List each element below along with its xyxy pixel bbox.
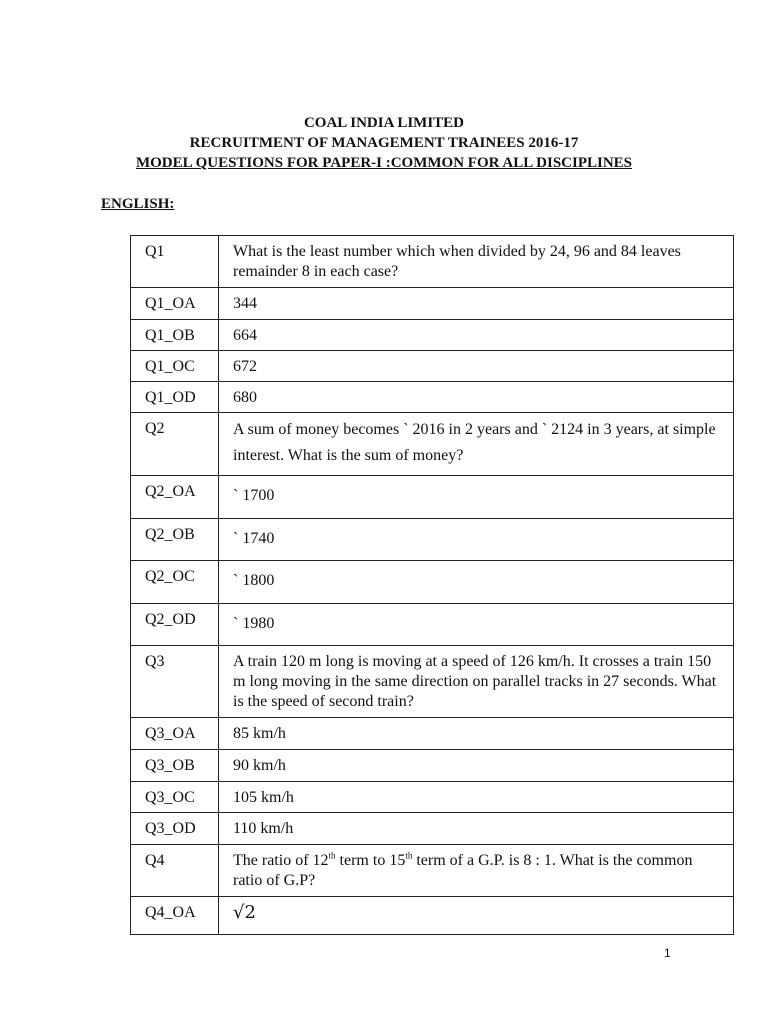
row-label: Q3_OC	[131, 782, 219, 813]
table-row	[131, 561, 734, 604]
q4-text-part: The ratio of 12	[233, 852, 329, 869]
table-row	[131, 413, 734, 476]
table-row	[131, 718, 734, 750]
questions-table	[130, 235, 734, 935]
table-row	[131, 519, 734, 561]
row-text: A sum of money becomes ` 2016 in 2 years and ` 2124 in 3 years, at simple interest. What is the sum of money?	[219, 413, 734, 476]
page-number: 1	[664, 946, 671, 960]
q4-text-part: term to 15	[335, 852, 406, 869]
table-row	[131, 646, 734, 718]
row-text: 344	[219, 288, 734, 320]
row-label: Q3	[131, 646, 219, 718]
table-row	[131, 320, 734, 351]
row-label: Q3_OA	[131, 718, 219, 750]
section-heading: ENGLISH:	[101, 196, 175, 212]
sqrt-two: √2	[233, 902, 256, 923]
row-text: What is the least number which when divided by 24, 96 and 84 leaves remainder 8 in each case?	[219, 236, 734, 288]
row-text: ` 1740	[219, 519, 734, 561]
row-label: Q4	[131, 845, 219, 897]
table-row	[131, 236, 734, 288]
document-title: COAL INDIA LIMITED	[303, 115, 465, 131]
row-label: Q2_OA	[131, 476, 219, 519]
table-row	[131, 476, 734, 519]
row-label: Q3_OD	[131, 813, 219, 845]
table-row	[131, 813, 734, 845]
row-label: Q4_OA	[131, 897, 219, 935]
row-text: 680	[219, 382, 734, 413]
table-row	[131, 782, 734, 813]
row-text	[219, 845, 734, 897]
row-text: 85 km/h	[219, 718, 734, 750]
row-label: Q1_OA	[131, 288, 219, 320]
row-label: Q3_OB	[131, 750, 219, 782]
table-row	[131, 845, 734, 897]
row-text: 90 km/h	[219, 750, 734, 782]
row-label: Q1_OC	[131, 351, 219, 382]
document-subtitle: RECRUITMENT OF MANAGEMENT TRAINEES 2016-17	[189, 135, 579, 151]
row-text: 105 km/h	[219, 782, 734, 813]
row-label: Q2_OD	[131, 604, 219, 646]
table-row	[131, 288, 734, 320]
row-label: Q2_OC	[131, 561, 219, 604]
table-row	[131, 351, 734, 382]
table-row	[131, 604, 734, 646]
row-text: 664	[219, 320, 734, 351]
row-text: ` 1700	[219, 476, 734, 519]
row-label: Q1	[131, 236, 219, 288]
row-label: Q1_OB	[131, 320, 219, 351]
table-row	[131, 750, 734, 782]
ordinal-suffix: th	[328, 850, 336, 861]
row-text: 110 km/h	[219, 813, 734, 845]
row-text: ` 1800	[219, 561, 734, 604]
row-text: ` 1980	[219, 604, 734, 646]
row-label: Q2	[131, 413, 219, 476]
table-row	[131, 382, 734, 413]
row-text: 672	[219, 351, 734, 382]
ordinal-suffix: th	[405, 850, 413, 861]
row-label: Q2_OB	[131, 519, 219, 561]
table-row	[131, 897, 734, 935]
row-label: Q1_OD	[131, 382, 219, 413]
row-text: A train 120 m long is moving at a speed of 126 km/h. It crosses a train 150 m long moving in the same direction on parallel tracks in 27 seconds. What is the speed of second train?	[219, 646, 734, 718]
document-heading: MODEL QUESTIONS FOR PAPER-I :COMMON FOR ALL DISCIPLINES	[135, 155, 633, 171]
row-text	[219, 897, 734, 935]
q4-text-part: term of a G.P. is 8 : 1. What is the common ratio of G.P?	[233, 852, 693, 889]
